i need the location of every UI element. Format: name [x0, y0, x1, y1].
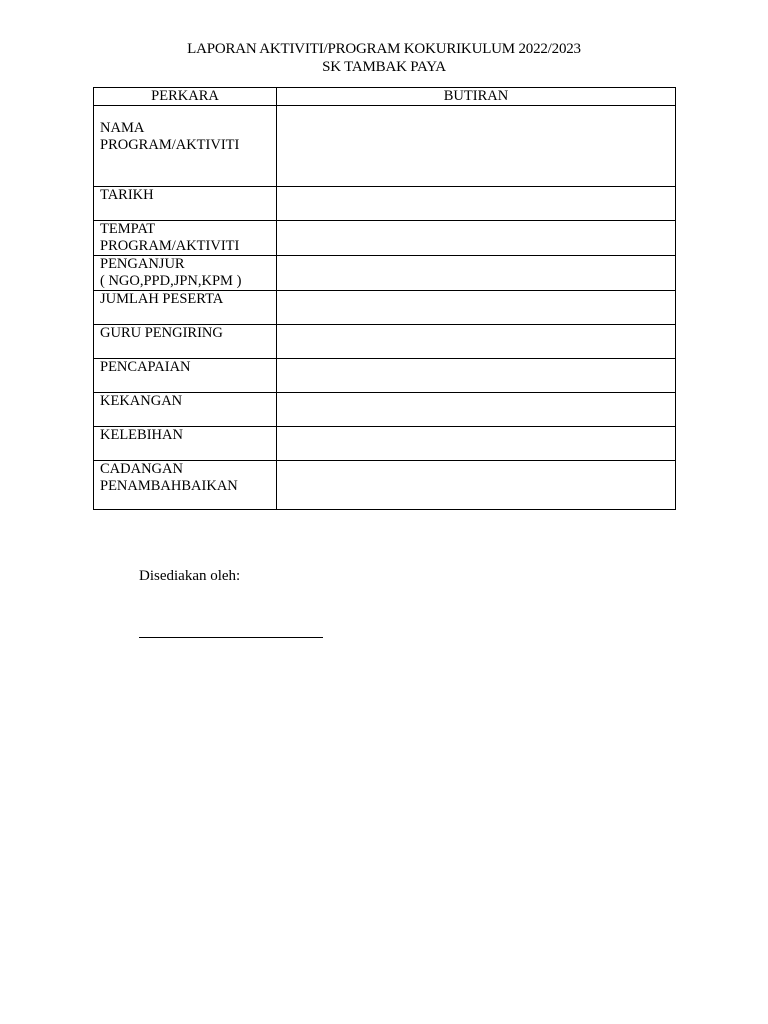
row-value-cell[interactable]	[277, 325, 676, 359]
row-value-cell[interactable]	[277, 393, 676, 427]
table-row-cadangan	[94, 461, 676, 510]
row-label-line1: NAMA	[100, 120, 145, 136]
table-row-tempat	[94, 221, 676, 256]
row-label: TARIKH	[94, 187, 277, 221]
row-label	[94, 256, 277, 291]
row-value-cell[interactable]	[277, 291, 676, 325]
row-label-line1: CADANGAN	[100, 461, 183, 477]
table-row-guru-pengiring	[94, 325, 676, 359]
row-value-cell[interactable]	[277, 427, 676, 461]
row-label	[94, 461, 277, 510]
report-table	[93, 87, 676, 510]
row-label-line2: ( NGO,PPD,JPN,KPM )	[100, 273, 242, 289]
row-value-cell[interactable]	[277, 221, 676, 256]
row-value-cell[interactable]	[277, 359, 676, 393]
row-label-line1: TEMPAT	[100, 221, 156, 237]
table-header-row	[94, 88, 676, 106]
row-label-line2: PENAMBAHBAIKAN	[100, 478, 238, 494]
table-row-kekangan	[94, 393, 676, 427]
report-title: LAPORAN AKTIVITI/PROGRAM KOKURIKULUM 2022/2023	[187, 41, 581, 57]
row-value-cell[interactable]	[277, 106, 676, 187]
row-label	[94, 106, 277, 187]
row-label: KELEBIHAN	[94, 427, 277, 461]
table-row-tarikh	[94, 187, 676, 221]
row-label-line2: PROGRAM/AKTIVITI	[100, 238, 240, 254]
row-label: JUMLAH PESERTA	[94, 291, 277, 325]
table-row-jumlah-peserta	[94, 291, 676, 325]
table-row-pencapaian	[94, 359, 676, 393]
row-label: GURU PENGIRING	[94, 325, 277, 359]
table-row-penganjur	[94, 256, 676, 291]
row-label: KEKANGAN	[94, 393, 277, 427]
prepared-by-label: Disediakan oleh:	[139, 568, 241, 584]
row-label-line2: PROGRAM/AKTIVITI	[100, 137, 240, 153]
column-header-perkara: PERKARA	[94, 88, 277, 106]
table-row-kelebihan	[94, 427, 676, 461]
school-name: SK TAMBAK PAYA	[322, 59, 446, 75]
table-row-nama-program	[94, 106, 676, 187]
column-header-butiran: BUTIRAN	[277, 88, 676, 106]
row-value-cell[interactable]	[277, 187, 676, 221]
signature-line[interactable]	[139, 637, 323, 638]
row-label: PENCAPAIAN	[94, 359, 277, 393]
row-label-line1: PENGANJUR	[100, 256, 185, 272]
row-value-cell[interactable]	[277, 256, 676, 291]
row-label	[94, 221, 277, 256]
row-value-cell[interactable]	[277, 461, 676, 510]
